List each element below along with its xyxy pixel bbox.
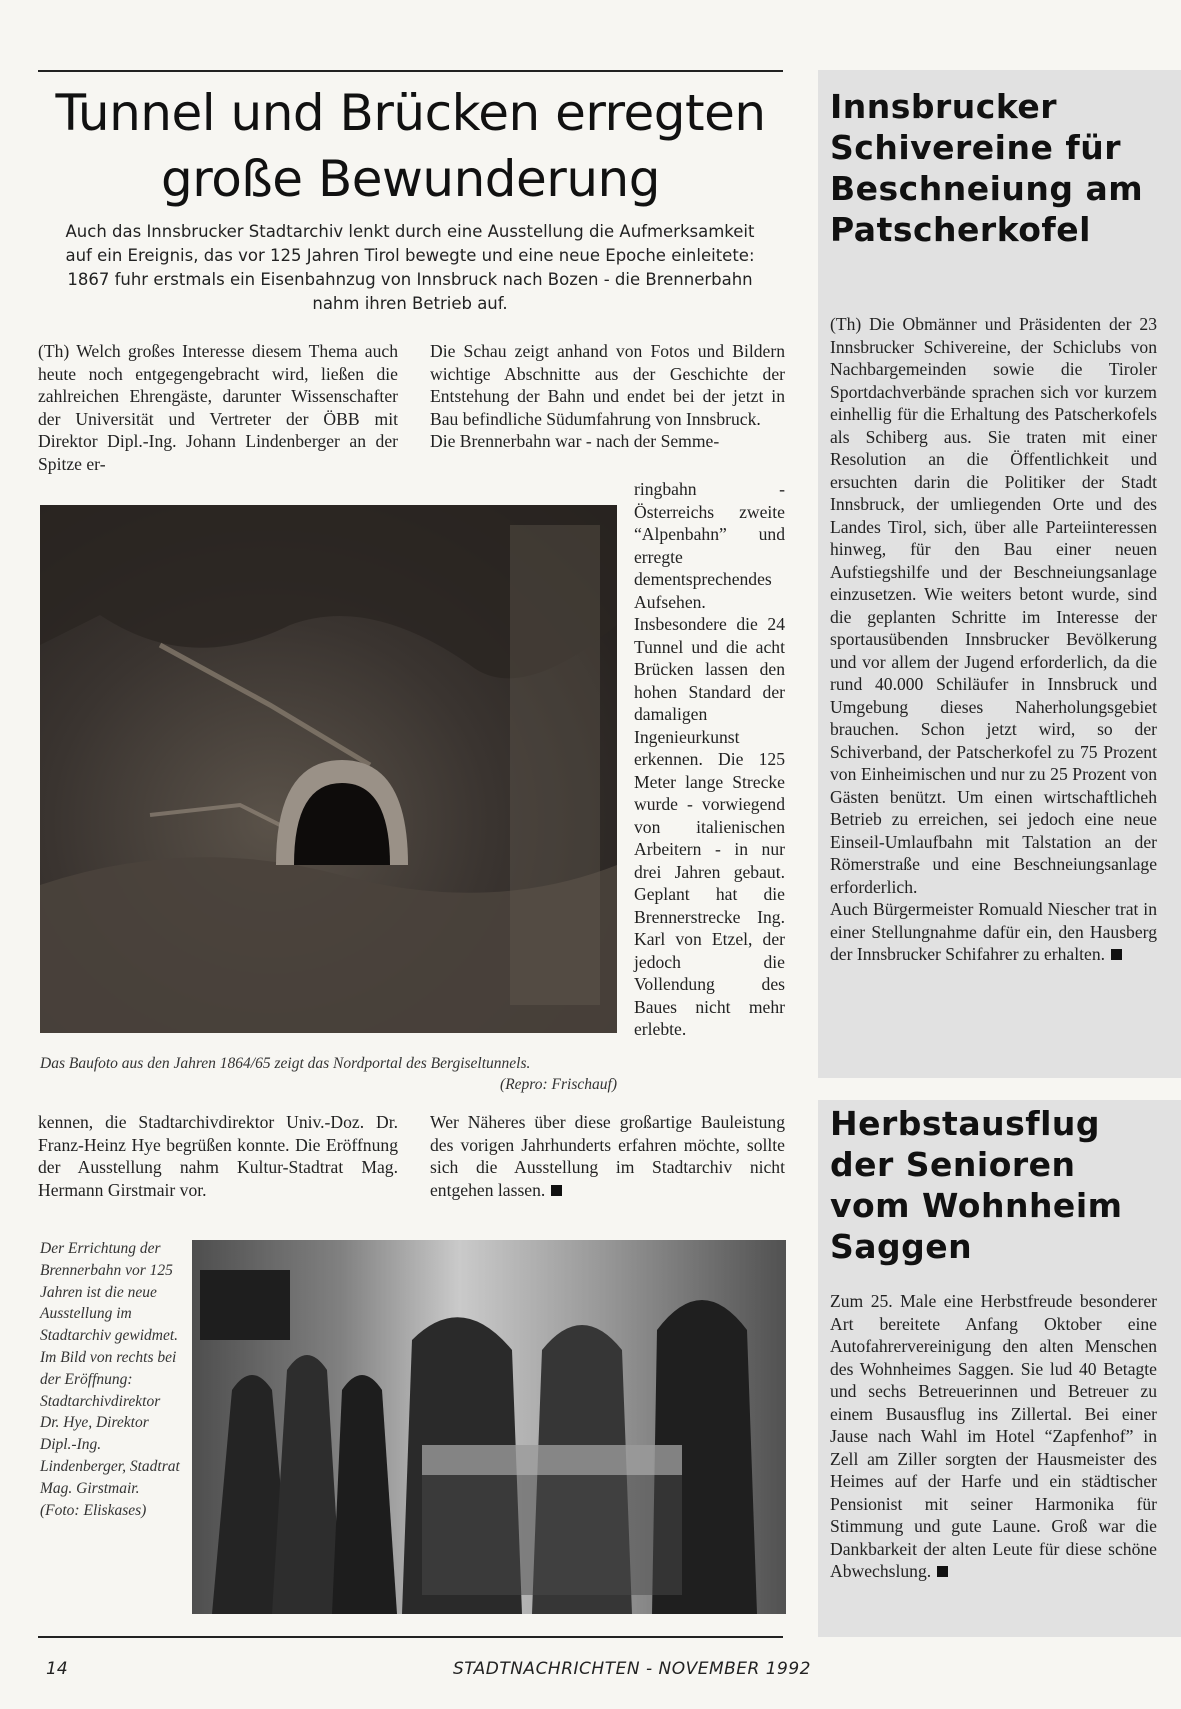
- article-col2-top: [430, 340, 785, 453]
- top-rule: [38, 70, 783, 72]
- article-lead: Auch das Innsbrucker Stadtarchiv lenkt durch eine Ausstellung die Aufmerksamkeit auf ein Ereignis, das vor 125 Jahren Tirol bewegte und eine neue Epoche einleitete: 1867 fuhr erstmals ein Eisenbahnzug von Innsbruck nach Bozen - die Brennerbahn nahm ihren Betrieb auf.: [65, 222, 755, 313]
- sidebar-story2-body: [830, 1290, 1157, 1583]
- publication-title: STADTNACHRICHTEN - NOVEMBER 1992: [453, 1659, 812, 1679]
- photo2-credit: (Foto: Eliskases): [40, 1501, 147, 1519]
- article-col2-bottom-text: Wer Näheres über diese großartige Bauleistung des vorigen Jahrhunderts erfahren möchte, sollte sich die Ausstellung im Stadtarchiv nicht entgehen lassen.: [430, 1112, 785, 1200]
- sidebar-story2-headline: Herbstausflug der Senioren vom Wohnheim Saggen: [830, 1104, 1123, 1266]
- end-mark-icon: [1111, 949, 1122, 960]
- article-col2-top-para: Die Schau zeigt anhand von Fotos und Bildern wichtige Abschnitte aus der Geschichte der Entstehung der Bahn und endet bei der jetzt in Bau befindliche Südumfahrung von Innsbruck.: [430, 341, 785, 429]
- end-mark-icon: [551, 1185, 562, 1196]
- photo1-credit: (Repro: Frischauf): [500, 1076, 617, 1093]
- article-col2-narrow: ringbahn - Österreichs zweite “Alpenbahn” und erregte dementsprechendes Aufsehen. Insbesondere die 24 Tunnel und die acht Brücken lassen den hohen Standard der damaligen Ingenieurkunst erkennen. Die 125 Meter lange Strecke wurde - vorwiegend von italienischen Arbeitern - in nur drei Jahren gebaut. Geplant hat die Brennerstrecke Ing. Karl von Etzel, der jedoch die Vollendung des Baues nicht mehr erlebte.: [634, 479, 785, 1039]
- article-col1-bottom: kennen, die Stadtarchivdirektor Univ.-Doz. Dr. Franz-Heinz Hye begrüßen konnte. Die Eröffnung der Ausstellung nahm Kultur-Stadtrat Mag. Hermann Girstmair vor.: [38, 1112, 398, 1200]
- sidebar-divider: [818, 1078, 1181, 1100]
- sidebar-story2-text: Zum 25. Male eine Herbstfreude besonderer Art bereitete Anfang Oktober eine Autofahrervereinigung den alten Menschen des Wohnheimes Saggen. Sie lud 40 Betagte und sechs Betreuerinnen und Betreuer zu einem Busausflug ins Zillertal. Bei einer Jause nach Wahl im Hotel “Zapfenhof” in Zell am Ziller sorgten der Hausmeister des Heimes auf der Harfe und ein städtischer Pensionist mit seiner Harmonika für Stimmung und gute Laune. Groß war die Dankbarkeit der alten Leute für diese schöne Abwechslung.: [830, 1291, 1157, 1581]
- exhibition-opening-photo: [192, 1240, 786, 1614]
- article-col1-top: (Th) Welch großes Interesse diesem Thema auch heute noch entgegengebracht wird, ließen die zahlreichen Ehrengäste, darunter Wissenschafter der Universität und Vertreter der ÖBB mit Direktor Dipl.-Ing. Johann Lindenberger an der Spitze er-: [38, 341, 398, 474]
- photo2-caption-text: Der Errichtung der Brennerbahn vor 125 Jahren ist die neue Ausstellung im Stadtarchiv gewidmet. Im Bild von rechts bei der Eröffnung: Stadtarchivdirektor Dr. Hye, Direktor Dipl.-Ing. Lindenberger, Stadtrat Mag. Girstmair.: [40, 1240, 180, 1497]
- article-col2-bottom: [430, 1111, 785, 1201]
- page-number: 14: [46, 1659, 68, 1679]
- sidebar-story1-para2: [830, 898, 1157, 966]
- sidebar-story1-para2-text: Auch Bürgermeister Romuald Niescher trat in einer Stellungnahme dafür ein, den Hausberg der Innsbrucker Schifahrer zu erhalten.: [830, 899, 1157, 964]
- sidebar-story1-para1: (Th) Die Obmänner und Präsidenten der 23 Innsbrucker Schivereine, der Schiclubs von Nachbargemeinden sowie die Tiroler Sportdachverbände sprachen sich vor kurzem einhellig für die Erhaltung des Patscherkofels als Schiberg aus. Sie traten mit einer Resolution an die Öffentlichkeit und ersuchten darin die Politiker der Stadt Innsbruck, der umliegenden Orte und des Landes Tirol, sich, über alle Parteiinteressen hinweg, für den Bau einer neuen Aufstiegshilfe und der Beschneiungsanlage einzusetzen. Wie weiters betont wurde, sind die geplanten Schritte im Interesse der sportausübenden Innsbrucker Bevölkerung und vor allem der Jugend erforderlich, da die rund 40.000 Schiläufer in Innsbruck und Umgebung dieses Naherholungsgebiet brauchen. Schon jetzt wird, so der Schiverband, der Patscherkofel zu 75 Prozent von Einheimischen und nur zu 25 Prozent von Gästen benützt. Um einen wirtschaftlicheh Betrieb zu erreichen, sei jedoch eine neue Einseil-Umlaufbahn mit Talstation an der Römerstraße und eine Beschneiungsanlage erforderlich.: [830, 314, 1157, 897]
- tunnel-construction-photo: [40, 505, 617, 1033]
- bottom-rule: [38, 1636, 783, 1638]
- photo2-caption: [40, 1238, 180, 1521]
- sidebar-story1-body: [830, 313, 1157, 966]
- photo1-caption: [40, 1053, 617, 1095]
- photo1-caption-text: Das Baufoto aus den Jahren 1864/65 zeigt das Nordportal des Bergiseltunnels.: [40, 1055, 531, 1072]
- sidebar-story1-headline: Innsbrucker Schivereine für Beschneiung am Patscherkofel: [830, 87, 1144, 249]
- end-mark-icon: [937, 1566, 948, 1577]
- article-headline: Tunnel und Brücken erregten große Bewunderung: [55, 84, 766, 208]
- article-col2-top-para2: Die Brennerbahn war - nach der Semme-: [430, 431, 720, 451]
